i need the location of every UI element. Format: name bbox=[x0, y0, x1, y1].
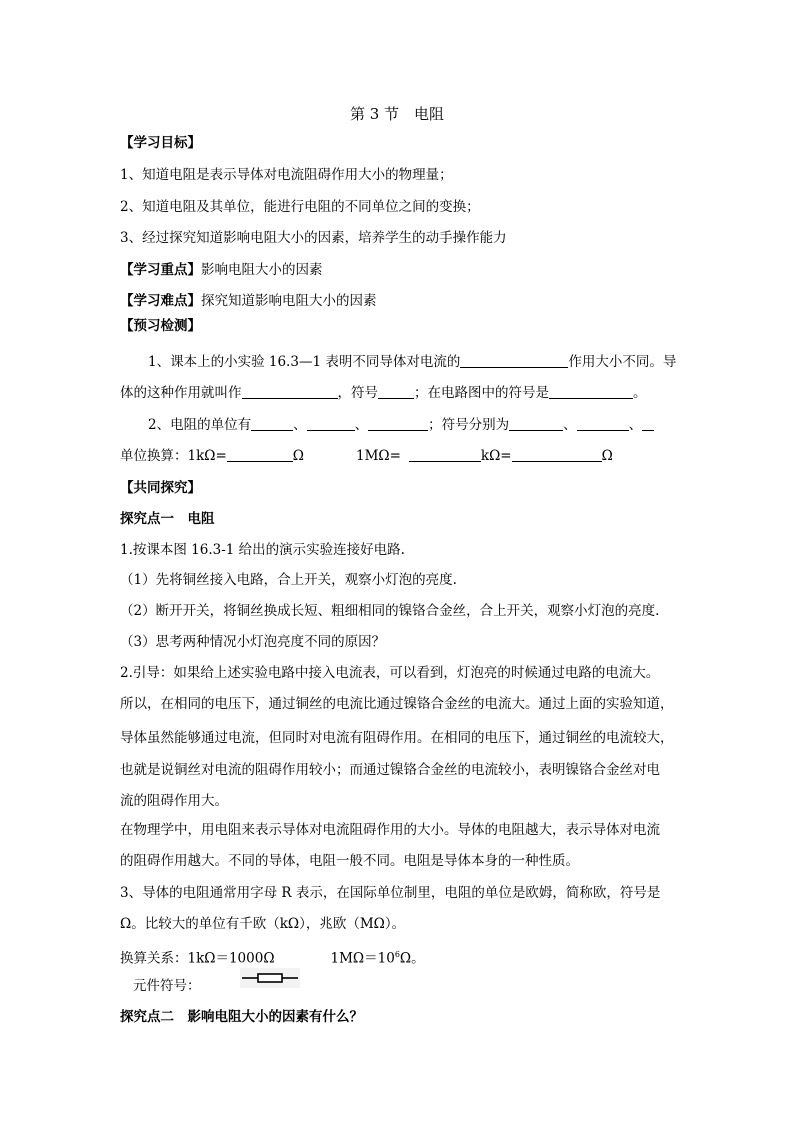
units-line: 3、导体的电阻通常用字母 R 表示，在国际单位制里，电阻的单位是欧姆，简称欧，符号是 bbox=[120, 885, 661, 901]
goal-item: 1、知道电阻是表示导体对电流阻碍作用大小的物理量； bbox=[120, 167, 453, 183]
goals-header: 【学习目标】 bbox=[120, 135, 201, 151]
blank[interactable] bbox=[642, 417, 654, 431]
goal-item: 3、经过探究知道影响电阻大小的因素，培养学生的动手操作能力 bbox=[120, 230, 507, 246]
resistor-symbol-icon bbox=[240, 968, 300, 988]
key-point bbox=[120, 261, 323, 279]
separator: 、 bbox=[563, 417, 577, 433]
unit-conversion-question bbox=[120, 447, 613, 465]
conversion-mohm-unit: Ω。 bbox=[399, 950, 425, 967]
guide-line: 所以，在相同的电压下，通过铜丝的电流比通过镍铬合金丝的电流大。通过上面的实验知道， bbox=[120, 696, 674, 712]
separator: 、 bbox=[293, 417, 307, 433]
blank[interactable] bbox=[509, 417, 563, 431]
step-item: 1.按课本图 16.3-1 给出的演示实验连接好电路. bbox=[120, 542, 405, 558]
key-point-label: 【学习重点】 bbox=[120, 262, 201, 278]
page-title: 第 3 节 电阻 bbox=[349, 105, 445, 123]
conversion-text: 单位换算：1kΩ= bbox=[120, 448, 227, 464]
blank[interactable] bbox=[368, 417, 428, 431]
separator: 、 bbox=[628, 417, 643, 433]
preview-q1-text: ，符号 bbox=[337, 385, 378, 401]
blank[interactable] bbox=[227, 448, 293, 462]
preview-q1-text: 作用大小不同。导 bbox=[568, 354, 677, 370]
point2-heading: 探究点二 影响电阻大小的因素有什么？ bbox=[120, 1009, 363, 1025]
blank[interactable] bbox=[512, 448, 602, 462]
preview-q1-line1 bbox=[148, 353, 676, 371]
blank[interactable] bbox=[409, 448, 481, 462]
key-point-text: 影响电阻大小的因素 bbox=[201, 262, 323, 278]
preview-q2-text: 2、电阻的单位有 bbox=[148, 417, 252, 433]
step-item: （1）先将铜丝接入电路，合上开关，观察小灯泡的亮度. bbox=[120, 572, 457, 588]
blank[interactable] bbox=[577, 417, 629, 431]
goal-item: 2、知道电阻及其单位，能进行电阻的不同单位之间的变换； bbox=[120, 199, 480, 215]
preview-q1-text: 。 bbox=[633, 385, 647, 401]
step-item: （2）断开开关，将铜丝换成长短、粗细相同的镍铬合金丝，合上开关，观察小灯泡的亮度. bbox=[120, 603, 660, 619]
preview-q1-text: ；在电路图中的符号是 bbox=[414, 385, 549, 401]
preview-header: 【预习检测】 bbox=[120, 318, 201, 334]
blank[interactable] bbox=[307, 417, 355, 431]
blank[interactable] bbox=[460, 354, 568, 368]
preview-q2-text: ；符号分别为 bbox=[428, 417, 510, 433]
conversion-text: Ω bbox=[292, 448, 304, 464]
conversion-kohm: 换算关系：1kΩ＝1000Ω bbox=[120, 950, 275, 967]
conversion-line bbox=[120, 946, 425, 968]
difficulty bbox=[120, 292, 377, 310]
difficulty-text: 探究知道影响电阻大小的因素 bbox=[201, 293, 377, 309]
conversion-mohm: 1MΩ＝10 bbox=[330, 950, 395, 967]
guide-line: 流的阻碍作用大。 bbox=[120, 793, 228, 809]
physics-line: 在物理学中，用电阻来表示导体对电流阻碍作用的大小。导体的电阻越大，表示导体对电流 bbox=[120, 822, 660, 838]
physics-line: 的阻碍作用越大。不同的导体，电阻一般不同。电阻是导体本身的一种性质。 bbox=[120, 853, 579, 869]
explore-header: 【共同探究】 bbox=[120, 480, 201, 496]
preview-q1-text: 1、课本上的小实验 16.3—1 表明不同导体对电流的 bbox=[148, 354, 461, 370]
conversion-text: 1MΩ= bbox=[355, 448, 401, 464]
guide-line: 2.引导：如果给上述实验电路中接入电流表，可以看到，灯泡亮的时候通过电路的电流大。 bbox=[120, 665, 660, 681]
preview-q1-text: 体的这种作用就叫作 bbox=[120, 385, 242, 401]
symbol-label: 元件符号： bbox=[133, 978, 201, 994]
preview-q1-line2 bbox=[120, 384, 647, 402]
guide-line: 也就是说铜丝对电流的阻碍作用较小；而通过镍铬合金丝的电流较小，表明镍铬合金丝对电 bbox=[120, 762, 660, 778]
blank[interactable] bbox=[378, 385, 414, 399]
step-item: （3）思考两种情况小灯泡亮度不同的原因？ bbox=[120, 634, 386, 650]
exponent: 6 bbox=[394, 950, 400, 959]
conversion-text: Ω bbox=[601, 448, 613, 464]
conversion-text: kΩ= bbox=[480, 448, 512, 464]
blank[interactable] bbox=[251, 417, 293, 431]
units-line: Ω。比较大的单位有千欧（kΩ），兆欧（MΩ）。 bbox=[120, 916, 406, 932]
separator: 、 bbox=[354, 417, 369, 433]
difficulty-label: 【学习难点】 bbox=[120, 293, 201, 309]
preview-q2 bbox=[148, 416, 654, 434]
point1-heading: 探究点一 电阻 bbox=[120, 511, 215, 527]
blank[interactable] bbox=[549, 385, 633, 399]
blank[interactable] bbox=[242, 385, 338, 399]
guide-line: 导体虽然能够通过电流，但同时对电流有阻碍作用。在相同的电压下，通过铜丝的电流较大， bbox=[120, 730, 674, 746]
